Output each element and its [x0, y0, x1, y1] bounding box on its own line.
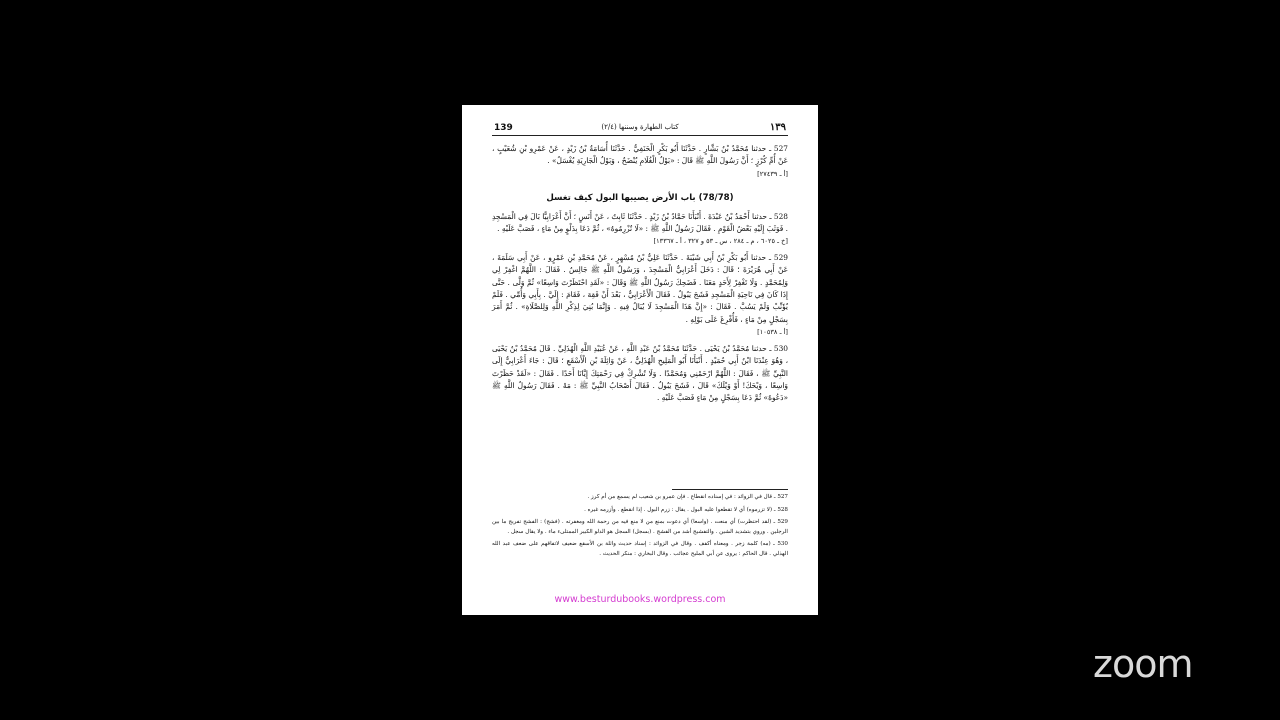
page-number-latin: 139: [494, 123, 513, 133]
footnote-529: 529 ـ (لقد احتظرت) أي منعت . (واسعا) أي دعوت بمنع من لا منع فيه من رحمة الله ومغفرته . (فشج) : الفشج تفريج ما بين الرجلين . وروي بتشديد الشين . والتفشيج أشد من الفشج . (بسجل) السجل هو الدلو الكبير الممتلىء ماء . ولا يقال سجل .: [492, 519, 788, 535]
hadith-530: [492, 343, 788, 405]
footnote-528: 528 ـ (لا تزرموه) أي لا تقطعوا عليه البول . يقال : زرم البول . إذا انقطع . وأزرمه غيره .: [584, 506, 788, 513]
hadith-text: 530 ـ حدثنا مُحَمَّدُ بْنُ يَحْيَى . حَدَّثَنَا مُحَمَّدُ بْنُ عَبْدِ اللَّهِ ، عَنْ عُبَيْدِ اللَّهِ الْهُذَلِيِّ . قَالَ مُحَمَّدُ بْنُ يَحْيَى ، وَهُوَ عِنْدَنَا ابْنُ أَبِي حُمَيْدٍ . أَنْبَأَنَا أَبُو الْمَلِيحِ الْهُذَلِيُّ ، عَنْ وَاثِلَةَ بْنِ الْأَسْقَعِ ؛ قَالَ : جَاءَ أَعْرَابِيٌّ إِلَى النَّبِيِّ ﷺ ، فَقَالَ : اللَّهُمَّ ارْحَمْنِي وَمُحَمَّدًا . وَلَا تُشْرِكْ فِي رَحْمَتِكَ إِيَّانَا أَحَدًا . فَقَالَ : «لَقَدْ حَظَرْتَ وَاسِعًا ، وَيْحَكَ! أَوْ وَيْلَكَ» قَالَ ، فَشَجَ يَبُولُ . فَقَالَ أَصْحَابُ النَّبِيِّ ﷺ : مَهْ . فَقَالَ رَسُولُ اللَّهِ ﷺ «دَعُوهُ» ثُمَّ دَعَا بِسَجْلٍ مِنْ مَاءٍ فَصَبَّ عَلَيْهِ .: [492, 343, 788, 403]
hadith-reference: [أ ـ ٢٧٤٣٩]: [757, 169, 788, 178]
page-header: [492, 121, 788, 136]
footnote-divider: [672, 489, 788, 490]
watermark-url: www.besturdubooks.wordpress.com: [554, 594, 726, 605]
footnote-530: 530 ـ (مه) كلمة زجر . ومعناه أكفف . وقال في الزوائد : إسناد حديث واثلة بن الأسقع ضعيف لاتفاقهم على ضعف عبد الله الهذلي . قال الحاكم : يروى عن أبي المليح عجائب . وقال البخاري : منكر الحديث .: [492, 541, 788, 557]
footnote-527: 527 ـ قال في الزوائد : في إسناده انقطاع . فإن عمرو بن شعيب لم يسمع من أم كرز .: [587, 494, 788, 500]
hadith-text: 528 ـ حدثنا أَحْمَدُ بْنُ عَبْدَةَ . أَنْبَأَنَا حَمَّادُ بْنُ زَيْدٍ . حَدَّثَنَا ثَابِتٌ ، عَنْ أَنَسٍ ؛ أَنَّ أَعْرَابِيًّا بَالَ فِي الْمَسْجِدِ . فَوَثَبَ إِلَيْهِ بَعْضُ الْقَوْمِ . فَقَالَ رَسُولُ اللَّهِ ﷺ : «لَا تُزْرِمُوهُ» ، ثُمَّ دَعَا بِدَلْوٍ مِنْ مَاءٍ ، فَصَبَّ عَلَيْهِ .: [492, 211, 788, 234]
hadith-527: [492, 143, 788, 180]
hadith-528: [492, 211, 788, 248]
hadith-text: 527 ـ حدثنا مُحَمَّدُ بْنُ بَشَّارٍ . حَدَّثَنَا أَبُو بَكْرٍ الْحَنَفِيُّ . حَدَّثَنَا أُسَامَةُ بْنُ زَيْدٍ ، عَنْ عَمْرِو بْنِ شُعَيْبٍ ، عَنْ أُمِّ كُرْزٍ ؛ أَنَّ رَسُولَ اللَّهِ ﷺ قَالَ : «بَوْلُ الْغُلَامِ يُنْضَحُ ، وَبَوْلُ الْجَارِيَةِ يُغْسَلُ» .: [492, 144, 788, 166]
chapter-title: (78/78) باب الأرض يصيبها البول كيف تغسل: [546, 193, 734, 204]
hadith-text: 529 ـ حدثنا أَبُو بَكْرِ بْنُ أَبِي شَيْبَةَ . حَدَّثَنَا عَلِيُّ بْنُ مُسْهِرٍ ، عَنْ مُحَمَّدِ بْنِ عَمْرٍو ، عَنْ أَبِي سَلَمَةَ ، عَنْ أَبِي هُرَيْرَةَ ؛ قَالَ : دَخَلَ أَعْرَابِيٌّ الْمَسْجِدَ ، وَرَسُولُ اللَّهِ ﷺ جَالِسٌ . فَقَالَ : اللَّهُمَّ اغْفِرْ لِي وَلِمُحَمَّدٍ . وَلَا تَغْفِرْ لِأَحَدٍ مَعَنَا . فَضَحِكَ رَسُولُ اللَّهِ ﷺ وَقَالَ : «لَقَدِ احْتَظَرْتَ وَاسِعًا» ثُمَّ وَلَّى . حَتَّى إِذَا كَانَ فِي نَاحِيَةِ الْمَسْجِدِ فَشَجَ يَبُولُ . فَقَالَ الْأَعْرَابِيُّ ، بَعْدَ أَنْ فَقِهَ ، فَقَامَ : إِلَيَّ . بِأَبِي وَأُمِّي . فَلَمْ يُؤَنِّبْ وَلَمْ يَسُبَّ . فَقَالَ : «إِنَّ هَذَا الْمَسْجِدَ لَا يُبَالُ فِيهِ . وَإِنَّمَا بُنِيَ لِذِكْرِ اللَّهِ وَلِلصَّلَاةِ» . ثُمَّ أَمَرَ بِسَجْلٍ مِنْ مَاءٍ ، فَأُفْرِغَ عَلَى بَوْلِهِ .: [492, 252, 788, 324]
footnotes: [492, 493, 788, 563]
page-number-arabic: ١٣٩: [769, 122, 786, 133]
hadith-529: [492, 252, 788, 339]
hadith-reference: [أ ـ ١٠٥٣٨]: [757, 328, 788, 337]
running-title: (٢/٤) كتاب الطهارة وسننها: [601, 123, 679, 131]
hadith-reference: [خ ـ ٦٠٢٥ ، م ـ ٢٨٤ ، س ـ ٥٣ و ٣٢٧ ، أ ـ ١٣٣٦٧]: [653, 237, 788, 246]
zoom-logo: zoom: [1093, 642, 1193, 686]
page-body: [492, 143, 788, 409]
book-page: [462, 105, 818, 615]
